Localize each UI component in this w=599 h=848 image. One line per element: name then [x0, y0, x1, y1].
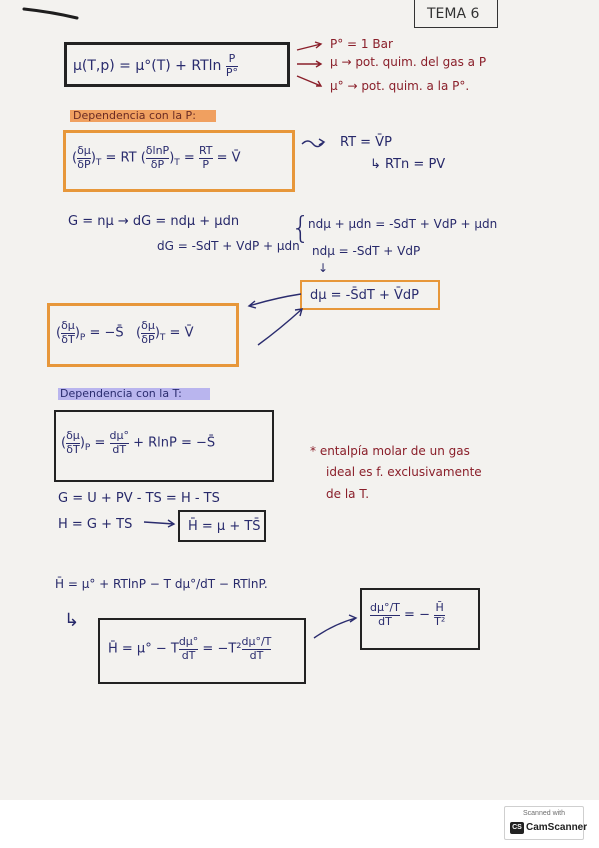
- note-mu-standard: μ° → pot. quim. a la P°.: [330, 79, 470, 93]
- pressure-derivative-eq: ( $\frac{\delta\mu}{\delta P}$ )$_T$ = RT ( $\frac{\delta\ln P}{\delta P}$ )$_T$ = $\frac{RT}{P}$ = V̄: [72, 144, 241, 171]
- temperature-derivative-box: [54, 410, 274, 482]
- enthalpy-definition: H = G + TS: [58, 517, 133, 532]
- tilde-arrow: [300, 136, 330, 150]
- enthalpy-eq: H̄ = μ + TS̄: [188, 519, 261, 534]
- system-line-2: ndμ = -SdT + VdP: [312, 244, 421, 258]
- camscanner-watermark: [504, 806, 588, 840]
- arrow-to-h-box: [142, 516, 178, 530]
- note-mu: μ → pot. quim. del gas a P: [330, 55, 487, 69]
- section-t-title: Dependencia con la T:: [60, 387, 182, 400]
- partial-derivatives-eq: ( $\frac{\delta\mu}{\delta T}$ )$_P$ = −S̄ ( $\frac{\delta\mu}{\delta P}$ )$_T$ = V̄: [56, 319, 194, 346]
- chemical-potential-eq: μ(T,p) = μ°(T) + RTln $\frac{P}{P^\circ}$: [73, 52, 238, 79]
- arrow-to-gibbs-helmholtz: [312, 612, 362, 642]
- system-line-1: ndμ + μdn = -SdT + VdP + μdn: [308, 217, 498, 231]
- scanned-with-label: Scanned with: [522, 810, 566, 817]
- note-p-standard: P° = 1 Bar: [330, 37, 393, 51]
- hook-arrow: ↳: [64, 610, 80, 631]
- section-p-title: Dependencia con la P:: [73, 109, 196, 122]
- temperature-derivative-eq: ( $\frac{\delta\mu}{\delta T}$ )$_P$ = $\frac{d\mu^\circ}{dT}$ + RlnP = −S̄: [61, 429, 216, 456]
- system-brace: {: [291, 211, 311, 246]
- note-rt-vp: RT = V̄P: [340, 135, 392, 150]
- dmu-eq: dμ = -S̄dT + V̄dP: [310, 288, 419, 303]
- pressure-derivative-box: [63, 130, 295, 192]
- camscanner-logo-icon: CS: [510, 822, 524, 834]
- enthalpy-note-3: de la T.: [326, 487, 370, 501]
- pen-stroke: [22, 6, 82, 26]
- gibbs-helmholtz-eq: $\frac{d\mu^\circ/T}{dT}$ = − $\frac{H̄}{\text{T²}}$: [370, 601, 446, 628]
- partial-derivatives-box: [47, 303, 239, 367]
- arrow-partials-to-dmu: [256, 305, 308, 349]
- g-line-2: dG = -SdT + VdP + μdn: [157, 239, 300, 253]
- gibbs-helmholtz-derivation-eq: H̄ = μ° − T $\frac{d\mu^\circ}{dT}$ = −T² $\frac{d\mu^\circ/T}{dT}$: [108, 635, 272, 662]
- gibbs-definition: G = U + PV - TS = H - TS: [58, 491, 220, 506]
- chemical-potential-box: [64, 42, 290, 87]
- camscanner-brand: CamScanner: [526, 822, 588, 833]
- gibbs-helmholtz-box: [360, 588, 480, 650]
- enthalpy-expansion: H̄ = μ° + RTlnP − T dμ°/dT − RTlnP.: [55, 577, 268, 591]
- topic-title: TEMA 6: [427, 6, 480, 22]
- g-line-1: G = nμ → dG = ndμ + μdn: [68, 214, 240, 229]
- down-arrow: ↓: [318, 261, 329, 275]
- topic-header: [414, 0, 498, 28]
- gibbs-helmholtz-derivation-box: [98, 618, 306, 684]
- enthalpy-box: [178, 510, 266, 542]
- dmu-box: [300, 280, 440, 310]
- note-arrows: [295, 40, 335, 90]
- enthalpy-note-2: ideal es f. exclusivamente: [326, 465, 482, 479]
- enthalpy-note-1: * entalpía molar de un gas: [310, 444, 470, 458]
- note-rtn-pv: ↳ RTn = PV: [370, 157, 446, 172]
